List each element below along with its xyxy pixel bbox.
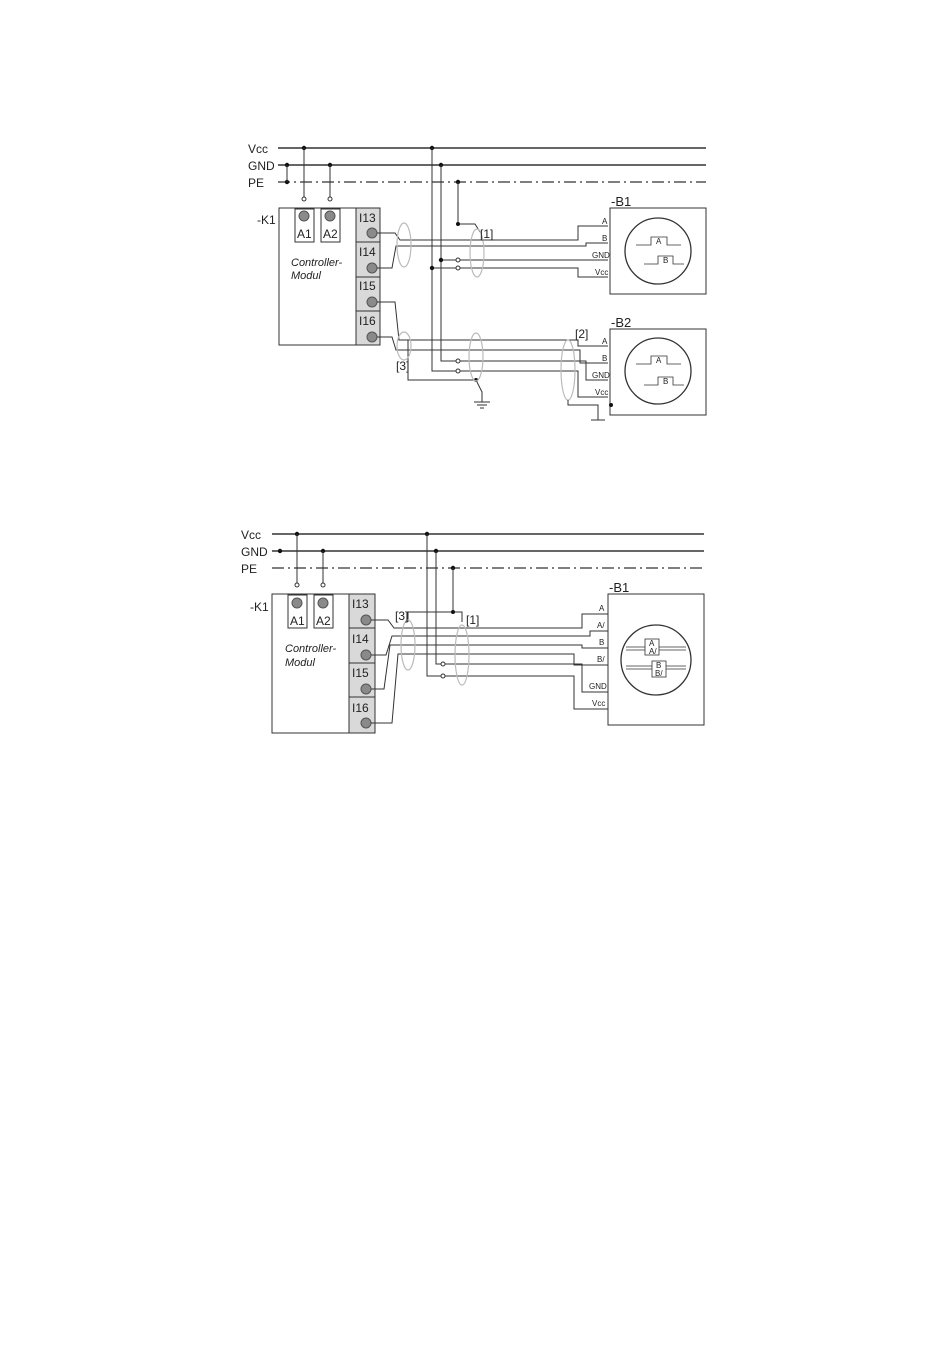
diagram-2-labels — [241, 528, 663, 715]
note-2: [2] — [575, 327, 589, 341]
pin-gnd-2: GND — [589, 682, 607, 691]
controller-ref: -K1 — [257, 213, 276, 227]
diagram-2 — [272, 532, 704, 733]
signal-bn-2: B/ — [655, 669, 663, 678]
wire-i14-b1b — [377, 243, 608, 268]
signal-a-2: A — [649, 639, 655, 648]
b1-signal-a: A — [656, 237, 662, 246]
controller-label-2: Modul — [291, 270, 321, 282]
terminal-i14-2 — [361, 650, 371, 660]
a1-label-2: A1 — [290, 614, 305, 628]
i13-label: I13 — [359, 211, 376, 225]
encoder-b2-disk — [625, 338, 691, 404]
a1-label: A1 — [297, 227, 312, 241]
wire-i15-b2a — [377, 302, 608, 346]
pin-bn-2: B/ — [597, 655, 605, 664]
pin-b-2: B — [599, 638, 605, 647]
encoder-b1-ref: -B1 — [611, 194, 632, 209]
vcc-label: Vcc — [248, 142, 269, 156]
terminal-i16 — [367, 332, 377, 342]
b2-pin-a: A — [602, 337, 608, 346]
gnd-label-2: GND — [241, 545, 268, 559]
b1-signal-b: B — [663, 256, 669, 265]
encoder-b1-housing-2 — [608, 594, 704, 725]
i14-label-2: I14 — [352, 632, 369, 646]
terminal-i13-2 — [361, 615, 371, 625]
controller-label-2-2: Modul — [285, 657, 315, 669]
b2-signal-b: B — [663, 377, 669, 386]
b2-pin-vcc: Vcc — [595, 388, 609, 397]
terminal-i14 — [367, 263, 377, 273]
i16-label: I16 — [359, 314, 376, 328]
vcc-label-2: Vcc — [241, 528, 262, 542]
note-3: [3] — [396, 359, 410, 373]
b1-pin-b: B — [602, 234, 608, 243]
pin-vcc-2: Vcc — [592, 699, 606, 708]
pin-a-2: A — [599, 604, 605, 613]
i16-label-2: I16 — [352, 701, 369, 715]
encoder-b1-disk — [625, 218, 691, 284]
controller-label-1-2: Controller- — [285, 643, 337, 655]
pe-label-2: PE — [241, 562, 258, 576]
i14-label: I14 — [359, 245, 376, 259]
wire-vcc-2 — [427, 534, 608, 709]
b1-pin-a: A — [602, 217, 608, 226]
pe-shield-2 — [408, 568, 453, 622]
diagram-1 — [278, 146, 706, 420]
note-1: [1] — [480, 227, 494, 241]
note-1-2: [1] — [466, 613, 480, 627]
a2-label: A2 — [323, 227, 338, 241]
encoder-b1-ref-2: -B1 — [609, 580, 630, 595]
pin-an-2: A/ — [597, 621, 605, 630]
signal-an-2: A/ — [649, 647, 657, 656]
b2-pin-b: B — [602, 354, 608, 363]
wire-gnd-b2 — [441, 260, 608, 380]
b1-pin-vcc: Vcc — [595, 268, 609, 277]
b2-signal-a: A — [656, 356, 662, 365]
terminal-i16-2 — [361, 718, 371, 728]
a2-label-2: A2 — [316, 614, 331, 628]
b1-pin-gnd: GND — [592, 251, 610, 260]
pe-label: PE — [248, 176, 265, 190]
terminal-i15-2 — [361, 684, 371, 694]
wire-i15-b — [371, 645, 608, 689]
note-3-2: [3] — [395, 609, 409, 623]
terminal-i13 — [367, 228, 377, 238]
shield-b2-ground — [568, 400, 598, 410]
terminal-i15 — [367, 297, 377, 307]
signal-b-2: B — [656, 661, 662, 670]
encoder-b2-ref: -B2 — [611, 315, 632, 330]
gnd-label: GND — [248, 159, 275, 173]
i13-label-2: I13 — [352, 597, 369, 611]
b2-pin-gnd: GND — [592, 371, 610, 380]
controller-ref-2: -K1 — [250, 600, 269, 614]
controller-label-1: Controller- — [291, 257, 343, 269]
i15-label-2: I15 — [352, 666, 369, 680]
i15-label: I15 — [359, 279, 376, 293]
encoder-b1-disk-2 — [621, 625, 691, 695]
pe-shield-b1 — [458, 182, 480, 232]
wire-i14-an — [371, 631, 608, 655]
